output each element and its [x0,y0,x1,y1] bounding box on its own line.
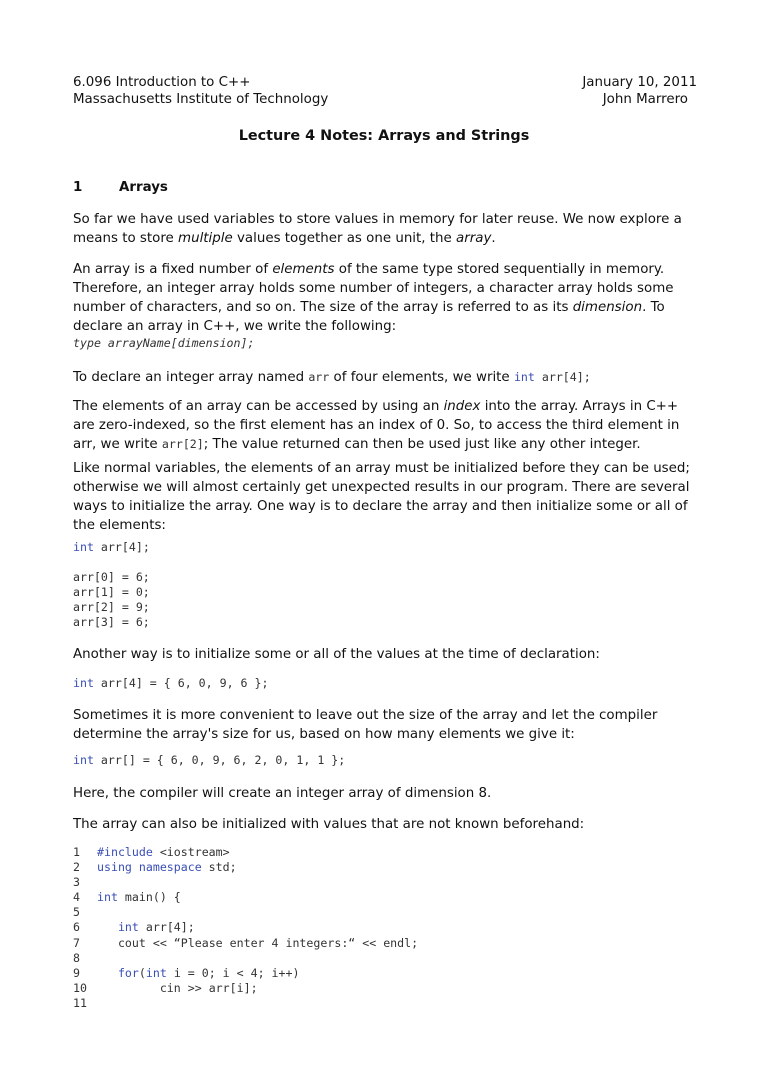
author-name: John Marrero [602,92,688,107]
course-name: 6.096 Introduction to C++ [73,75,251,90]
listing-line-5: 5 [73,905,80,920]
section-heading: Arrays [119,180,168,195]
code-line: arr[1] = 0; [73,585,150,600]
paragraph-intro: So far we have used variables to store values in memory for later reuse. We now explore a means to store multiple values together as one unit, the array. [73,212,682,246]
paragraph-init-at-declaration: Another way is to initialize some or all of the values at the time of declaration: [73,647,600,662]
paragraph-dimension-8: Here, the compiler will create an integer array of dimension 8. [73,786,492,801]
listing-line-4: 4 int main() { [73,890,181,905]
code-implicit-size: int arr[] = { 6, 0, 9, 6, 2, 0, 1, 1 }; [73,753,346,767]
code-line: arr[3] = 6; [73,615,150,630]
listing-line-11: 11 [73,995,87,1010]
lecture-date: January 10, 2011 [582,75,697,90]
listing-line-1: 1 #include <iostream> [73,845,230,859]
code-block-assign [73,570,150,630]
listing-line-8: 8 [73,950,80,965]
section-number: 1 [73,180,83,195]
code-line: arr[2] = 9; [73,600,150,615]
listing-line-7: 7 cout << “Please enter 4 integers:“ << endl; [73,935,419,950]
listing-line-6: 6 int arr[4]; [73,920,195,935]
paragraph-unknown-values: The array can also be initialized with values that are not known beforehand: [73,817,585,832]
paragraph-declare-example: To declare an integer array named arr of four elements, we write int arr[4]; [73,370,591,385]
code-block-declare: int arr[4]; [73,540,150,554]
paragraph-indexing: The elements of an array can be accessed by using an index into the array. Arrays in C++ are zero-indexed, so the first element has an index of 0. So, to access the third element in arr, we write arr[2]; The value returned can then be used just like any other integer. [73,399,680,452]
code-declaration-syntax: type arrayName[dimension]; [73,336,255,350]
listing-line-3: 3 [73,875,80,890]
code-init-list: int arr[4] = { 6, 0, 9, 6 }; [73,676,269,690]
listing-line-10: 10 cin >> arr[i]; [73,980,258,995]
listing-line-2: 2 using namespace std; [73,860,237,875]
page-title: Lecture 4 Notes: Arrays and Strings [238,128,530,144]
paragraph-initialization: Like normal variables, the elements of an array must be initialized before they can be used; otherwise we will almost certainly get unexpected results in our program. There are several ways to initialize the array. One way is to declare the array and then initialize some or all of the elements: [73,461,690,533]
paragraph-omit-size: Sometimes it is more convenient to leave out the size of the array and let the compiler determine the array's size for us, based on how many elements we give it: [73,708,658,742]
paragraph-definition: An array is a fixed number of elements of the same type stored sequentially in memory. Therefore, an integer array holds some number of integers, a character array holds some number of characters, and so on. The size of the array is referred to as its dimension. To declare an array in C++, we write the following: [73,262,674,334]
institution-name: Massachusetts Institute of Technology [73,92,329,107]
code-listing [73,845,418,1011]
code-line: arr[0] = 6; [73,570,150,584]
listing-line-9: 9 for(int i = 0; i < 4; i++) [73,965,300,980]
